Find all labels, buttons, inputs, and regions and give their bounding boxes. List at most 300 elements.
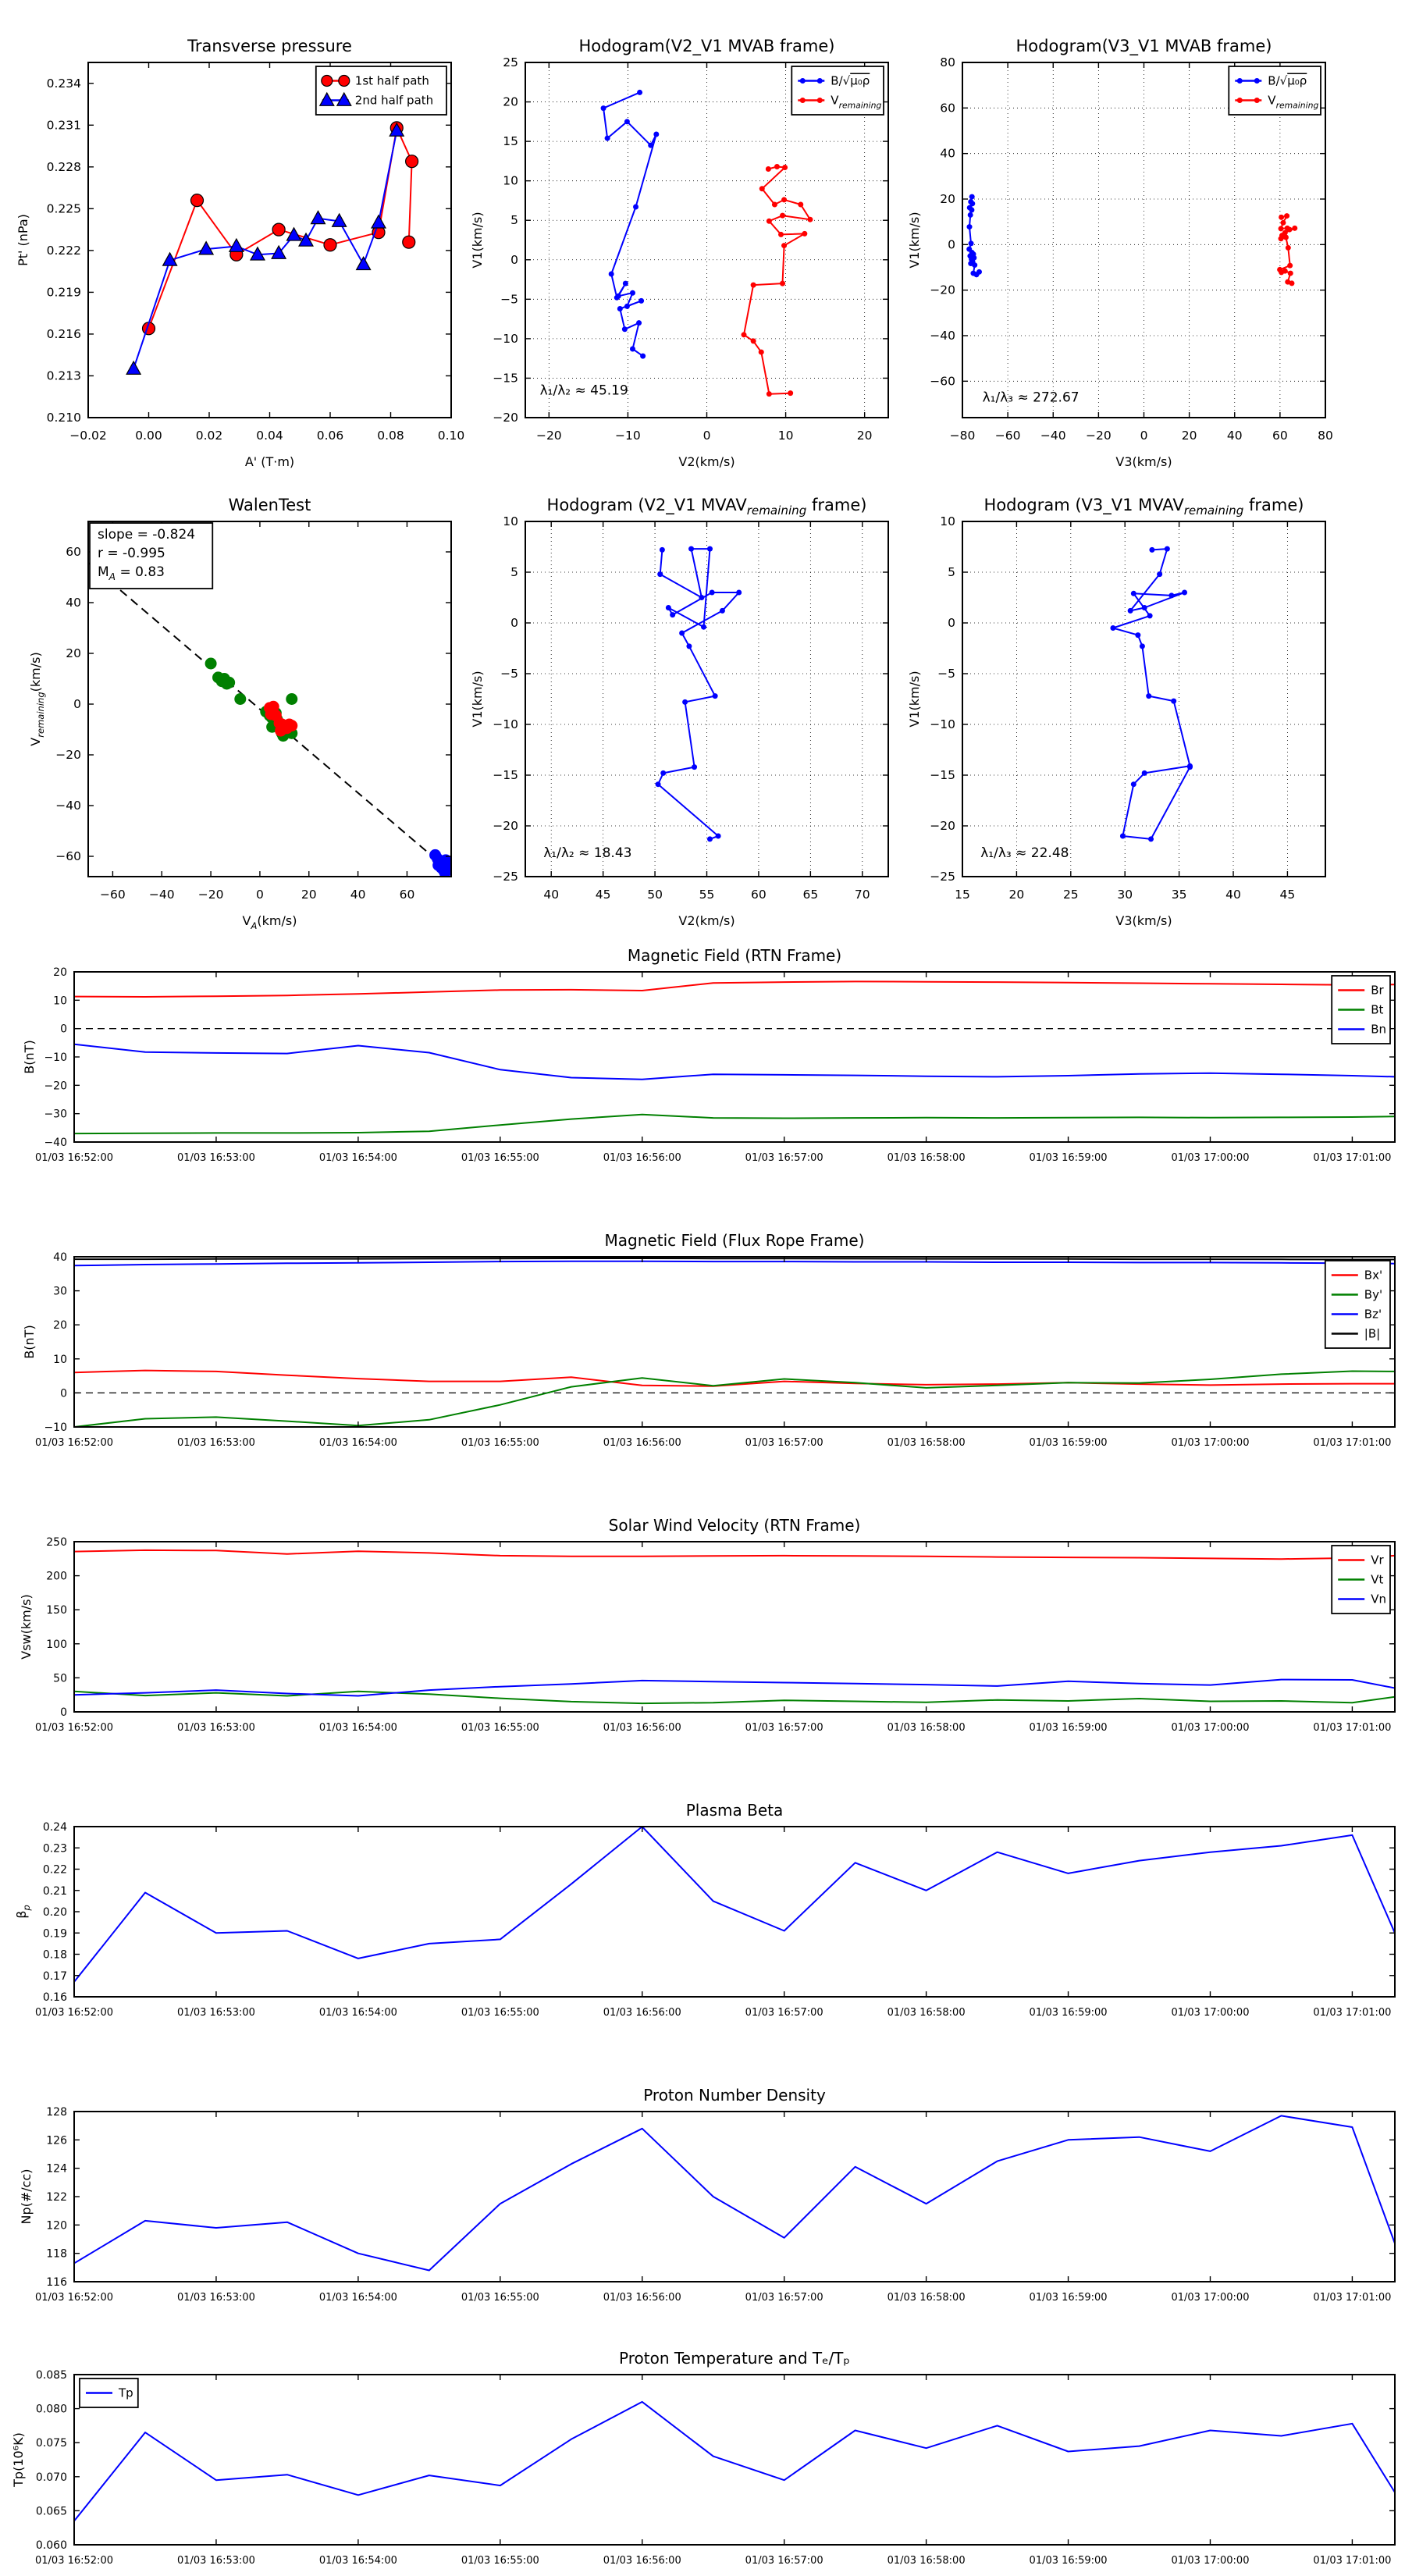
- circle-marker: [191, 194, 204, 207]
- x-tick-label: 60: [1272, 429, 1288, 443]
- dot-marker: [782, 165, 788, 170]
- legend: [1325, 1261, 1390, 1348]
- y-tick-label: 5: [510, 565, 518, 579]
- series-bn: [74, 1044, 1395, 1080]
- y-tick-label: −20: [930, 819, 955, 833]
- dot-marker: [817, 98, 823, 103]
- plot-title: Solar Wind Velocity (RTN Frame): [608, 1516, 861, 1535]
- chart-b-flux-rope: [22, 1231, 1395, 1449]
- x-tick-label: 01/03 16:54:00: [318, 2292, 397, 2304]
- y-tick-label: −15: [493, 768, 518, 782]
- y-axis-label: Tp(10⁶K): [11, 2432, 26, 2487]
- dot-marker: [967, 224, 973, 229]
- x-tick-label: 01/03 16:54:00: [318, 1722, 397, 1734]
- x-tick-label: 01/03 16:57:00: [745, 1437, 823, 1449]
- y-tick-label: 0.085: [35, 2369, 67, 2382]
- circle-marker: [322, 76, 333, 87]
- series-v-remaining: [1277, 213, 1297, 286]
- plot-title: Hodogram (V2_V1 $MVAV_{remaining}$ frame): [546, 496, 867, 518]
- legend-label: Bt: [1371, 1002, 1384, 1017]
- y-tick-label: 60: [940, 101, 955, 116]
- x-tick-label: 01/03 16:56:00: [603, 2555, 681, 2567]
- y-axis-label: $V_{remaining}(km/s)$: [28, 652, 46, 746]
- x-tick-label: 25: [1062, 888, 1079, 902]
- dot-marker: [780, 281, 785, 286]
- y-tick-label: 0: [73, 697, 81, 711]
- legend-label: 2nd half path: [354, 93, 434, 108]
- x-tick-label: 20: [301, 888, 317, 902]
- y-axis-label: $\beta_p$: [14, 1905, 32, 1919]
- legend-label: Bx': [1364, 1268, 1383, 1283]
- dot-marker: [1237, 78, 1243, 84]
- dot-marker: [1282, 269, 1288, 274]
- x-tick-label: 01/03 17:01:00: [1313, 1152, 1392, 1164]
- legend-label: Bz': [1364, 1307, 1382, 1322]
- y-tick-label: −5: [937, 667, 955, 681]
- x-axis-label: $V_A(km/s)$: [242, 913, 297, 931]
- series-np: [74, 2115, 1395, 2270]
- y-tick-label: −10: [930, 717, 955, 731]
- info-box-line: r = -0.995: [98, 546, 165, 561]
- x-tick-label: 01/03 17:00:00: [1171, 2555, 1250, 2567]
- dot-marker: [1147, 613, 1153, 618]
- x-tick-label: 01/03 16:59:00: [1029, 1437, 1108, 1449]
- chart-hodogram-v3v1-mvav: [907, 496, 1325, 928]
- x-tick-label: 01/03 17:00:00: [1171, 1152, 1250, 1164]
- x-tick-label: 0.00: [135, 429, 162, 443]
- x-tick-label: 01/03 17:00:00: [1171, 1437, 1250, 1449]
- y-tick-label: 20: [940, 192, 955, 206]
- y-tick-label: 0.225: [46, 201, 81, 216]
- y-tick-label: −10: [44, 1421, 67, 1434]
- dot-marker: [623, 281, 628, 286]
- axes-frame: [74, 1257, 1395, 1427]
- x-tick-label: 40: [543, 888, 560, 902]
- y-tick-label: −5: [500, 667, 518, 681]
- chart-proton-density: [19, 2086, 1395, 2304]
- x-tick-label: 01/03 16:54:00: [318, 1152, 397, 1164]
- plot-title: Proton Temperature and Tₑ/Tₚ: [619, 2349, 850, 2368]
- plot-title: WalenTest: [228, 496, 311, 514]
- y-tick-label: 20: [53, 1319, 67, 1332]
- y-tick-label: 0.075: [35, 2437, 67, 2450]
- y-axis-label: Vsw(km/s): [19, 1594, 34, 1660]
- y-tick-label: 10: [940, 514, 955, 528]
- x-tick-label: 01/03 16:52:00: [35, 2292, 113, 2304]
- dot-marker: [1279, 215, 1284, 220]
- triangle-marker: [357, 257, 371, 269]
- legend-label: Vt: [1371, 1572, 1384, 1587]
- dot-marker: [1135, 632, 1140, 638]
- x-tick-label: 20: [1008, 888, 1025, 902]
- dot-marker: [759, 186, 765, 191]
- series-walen-blue: [429, 849, 452, 879]
- dot-marker: [800, 78, 806, 84]
- y-tick-label: 250: [46, 1536, 67, 1549]
- y-tick-label: 118: [46, 2247, 67, 2261]
- x-tick-label: 01/03 16:58:00: [887, 1722, 966, 1734]
- y-tick-label: 20: [503, 94, 518, 109]
- dot-marker: [788, 390, 793, 396]
- x-tick-label: 01/03 16:56:00: [603, 1722, 681, 1734]
- y-tick-label: 5: [948, 565, 955, 579]
- x-tick-label: −10: [615, 429, 641, 443]
- axes-frame: [962, 521, 1325, 877]
- x-tick-label: 01/03 16:53:00: [176, 1722, 255, 1734]
- series-2nd-half-path: [126, 123, 404, 374]
- axes-frame: [525, 62, 888, 418]
- axes-frame: [525, 521, 888, 877]
- dot-marker: [969, 194, 975, 200]
- x-tick-label: −20: [197, 888, 224, 902]
- triangle-marker: [372, 215, 386, 228]
- series-b-magnitude: [74, 1258, 1395, 1260]
- x-tick-label: 01/03 16:58:00: [887, 2292, 966, 2304]
- series-v2-v1-path: [656, 546, 742, 842]
- dot-marker: [974, 272, 980, 277]
- dot-marker: [660, 547, 665, 553]
- y-tick-label: 126: [46, 2134, 67, 2147]
- dot-marker: [802, 231, 807, 237]
- x-tick-label: 01/03 17:01:00: [1313, 2555, 1392, 2567]
- dot-marker: [1254, 98, 1260, 103]
- dot-marker: [699, 595, 704, 600]
- x-tick-label: −0.02: [69, 429, 107, 443]
- dot-marker: [742, 332, 747, 337]
- dot-marker: [807, 217, 813, 222]
- triangle-marker: [287, 228, 301, 240]
- y-tick-label: −20: [55, 748, 81, 762]
- series-v-remaining: [742, 164, 813, 397]
- triangle-marker: [229, 239, 244, 251]
- triangle-marker: [311, 211, 325, 223]
- axes-frame: [74, 1542, 1395, 1712]
- dot-marker: [640, 354, 646, 359]
- dot-marker: [1128, 608, 1133, 614]
- x-tick-label: 01/03 16:52:00: [35, 1152, 113, 1164]
- dot-marker: [968, 212, 973, 218]
- y-tick-label: 20: [66, 646, 81, 660]
- y-tick-label: 0: [60, 1387, 67, 1400]
- dot-marker: [1280, 220, 1286, 226]
- dot-marker: [800, 98, 806, 103]
- dot-marker: [670, 612, 675, 617]
- dot-marker: [1140, 643, 1145, 649]
- x-tick-label: 80: [1318, 429, 1333, 443]
- dot-marker: [1284, 213, 1289, 219]
- dot-marker: [707, 836, 713, 841]
- dot-marker: [653, 132, 659, 137]
- y-tick-label: 0: [948, 237, 955, 252]
- dot-marker: [275, 725, 286, 737]
- plot-title: Hodogram(V2_V1 MVAB frame): [578, 37, 835, 55]
- dot-marker: [638, 298, 644, 304]
- x-tick-label: 01/03 16:55:00: [461, 1722, 539, 1734]
- x-tick-label: 55: [699, 888, 715, 902]
- x-tick-label: 01/03 16:52:00: [35, 2007, 113, 2019]
- y-axis-label: V1(km/s): [470, 212, 485, 269]
- dot-marker: [780, 213, 785, 219]
- y-tick-label: 150: [46, 1604, 67, 1617]
- x-tick-label: 01/03 16:59:00: [1029, 2007, 1108, 2019]
- series-b-over-sqrt-mu0-rho: [966, 194, 982, 278]
- x-tick-label: 40: [1225, 888, 1241, 902]
- y-tick-label: 0.065: [35, 2505, 67, 2518]
- dot-marker: [692, 764, 697, 770]
- plot-title: Hodogram (V3_V1 $MVAV_{remaining}$ frame): [984, 496, 1304, 518]
- x-axis-label: V2(km/s): [678, 913, 735, 928]
- y-tick-label: 0.231: [46, 118, 81, 133]
- dot-marker: [1168, 592, 1174, 598]
- y-tick-label: 40: [53, 1251, 67, 1264]
- series-beta-p: [74, 1827, 1395, 1982]
- y-tick-label: 116: [46, 2276, 67, 2289]
- x-tick-label: 01/03 16:58:00: [887, 2007, 966, 2019]
- x-tick-label: 01/03 16:55:00: [461, 1437, 539, 1449]
- dot-marker: [766, 166, 771, 172]
- x-tick-label: −60: [994, 429, 1021, 443]
- dot-marker: [751, 338, 756, 343]
- legend-label: B/√μ₀ρ: [831, 73, 870, 88]
- x-axis-label: V3(km/s): [1115, 454, 1172, 469]
- dot-marker: [1142, 605, 1147, 610]
- legend: [1332, 1546, 1390, 1614]
- x-tick-label: 01/03 16:52:00: [35, 2555, 113, 2567]
- dot-marker: [1254, 78, 1260, 84]
- x-tick-label: 20: [1181, 429, 1197, 443]
- dot-marker: [656, 781, 661, 787]
- dot-marker: [666, 605, 671, 610]
- y-tick-label: 40: [940, 146, 955, 161]
- dot-marker: [601, 105, 606, 111]
- y-tick-label: −60: [930, 374, 955, 389]
- x-tick-label: −80: [949, 429, 976, 443]
- y-tick-label: 0.216: [46, 326, 81, 341]
- chart-v-rtn: [19, 1516, 1395, 1734]
- y-tick-label: 10: [503, 514, 518, 528]
- dot-marker: [772, 202, 777, 208]
- x-tick-label: 01/03 16:52:00: [35, 1437, 113, 1449]
- x-tick-label: 20: [856, 429, 873, 443]
- info-box-line: $M_A = 0.83$: [98, 564, 165, 582]
- x-axis-label: V2(km/s): [678, 454, 735, 469]
- x-tick-label: 0.08: [377, 429, 404, 443]
- dot-marker: [707, 546, 713, 552]
- legend-label: 1st half path: [354, 73, 429, 88]
- y-tick-label: −20: [493, 411, 518, 425]
- dot-marker: [736, 590, 742, 596]
- x-tick-label: 01/03 17:01:00: [1313, 2292, 1392, 2304]
- series-bz-prime: [74, 1261, 1395, 1266]
- x-tick-label: 01/03 16:57:00: [745, 1722, 823, 1734]
- y-axis-label: V1(km/s): [470, 671, 485, 728]
- legend-label: Bn: [1371, 1022, 1387, 1037]
- circle-marker: [272, 223, 285, 236]
- dot-marker: [1289, 280, 1294, 286]
- dot-marker: [630, 290, 635, 296]
- dot-marker: [1131, 781, 1136, 787]
- dot-marker: [682, 699, 688, 705]
- x-tick-label: 01/03 16:57:00: [745, 2007, 823, 2019]
- x-tick-label: 01/03 16:53:00: [176, 1152, 255, 1164]
- y-tick-label: 0.219: [46, 285, 81, 300]
- dot-marker: [617, 306, 623, 311]
- y-tick-label: 50: [53, 1672, 67, 1685]
- y-tick-label: −10: [493, 717, 518, 731]
- y-tick-label: −40: [930, 329, 955, 343]
- x-tick-label: 60: [751, 888, 767, 902]
- x-tick-label: −40: [1040, 429, 1066, 443]
- y-axis-label: V1(km/s): [907, 671, 922, 728]
- axes-frame: [74, 2112, 1395, 2282]
- x-tick-label: −40: [148, 888, 175, 902]
- dot-marker: [1283, 235, 1289, 240]
- y-tick-label: 200: [46, 1570, 67, 1583]
- y-tick-label: 20: [53, 966, 67, 979]
- y-tick-label: 0.222: [46, 243, 81, 258]
- y-tick-label: 0: [510, 616, 518, 630]
- x-tick-label: 01/03 17:01:00: [1313, 2007, 1392, 2019]
- y-tick-label: 0.213: [46, 368, 81, 383]
- y-tick-label: −20: [930, 283, 955, 297]
- dot-marker: [1120, 834, 1126, 839]
- x-tick-label: 70: [854, 888, 870, 902]
- dot-marker: [657, 571, 663, 577]
- chart-hodogram-v3v1-mvab: [907, 37, 1333, 469]
- y-tick-label: −10: [44, 1051, 67, 1064]
- x-tick-label: 0.02: [195, 429, 223, 443]
- dot-marker: [1131, 591, 1136, 596]
- x-tick-label: 01/03 16:55:00: [461, 2555, 539, 2567]
- y-tick-label: −40: [55, 799, 81, 813]
- x-tick-label: 01/03 16:59:00: [1029, 1152, 1108, 1164]
- y-tick-label: 0.17: [42, 1969, 67, 1983]
- dot-marker: [1171, 699, 1176, 704]
- x-axis-label: A' (T·m): [244, 454, 295, 469]
- x-tick-label: −20: [1086, 429, 1112, 443]
- x-tick-label: 01/03 16:54:00: [318, 2007, 397, 2019]
- axes-frame: [74, 2375, 1395, 2545]
- legend-label: Br: [1371, 983, 1384, 998]
- x-tick-label: 01/03 16:55:00: [461, 2007, 539, 2019]
- dot-marker: [969, 240, 974, 246]
- y-axis-label: B(nT): [22, 1325, 37, 1359]
- y-tick-label: 0.16: [42, 1991, 67, 2004]
- y-axis-label: Np(#/cc): [19, 2169, 34, 2225]
- y-tick-label: 0.080: [35, 2403, 67, 2416]
- dot-marker: [633, 205, 638, 210]
- dot-marker: [1237, 98, 1243, 103]
- y-tick-label: 0: [60, 1023, 67, 1036]
- dot-marker: [1149, 547, 1154, 553]
- legend: [80, 2379, 138, 2407]
- dot-marker: [781, 197, 787, 202]
- series-b-over-sqrt-mu0-rho: [601, 90, 660, 359]
- y-tick-label: 0.234: [46, 76, 81, 91]
- dot-marker: [286, 693, 297, 705]
- dot-marker: [972, 262, 977, 268]
- dot-marker: [616, 294, 621, 299]
- dot-marker: [1157, 571, 1162, 577]
- x-tick-label: 01/03 16:58:00: [887, 1152, 966, 1164]
- series-tp: [74, 2402, 1395, 2521]
- x-tick-label: 45: [1279, 888, 1296, 902]
- dot-marker: [710, 590, 715, 596]
- y-tick-label: −30: [44, 1108, 67, 1121]
- circle-marker: [324, 239, 336, 251]
- dot-marker: [716, 834, 721, 839]
- axes-frame: [74, 1827, 1395, 1997]
- x-tick-label: 0.04: [256, 429, 283, 443]
- dot-marker: [624, 119, 630, 124]
- y-tick-label: −60: [55, 849, 81, 863]
- dot-marker: [713, 693, 718, 699]
- x-tick-label: 40: [350, 888, 366, 902]
- y-tick-label: 0.060: [35, 2539, 67, 2552]
- dot-marker: [774, 164, 780, 169]
- y-tick-label: 124: [46, 2162, 67, 2176]
- x-tick-label: 01/03 16:58:00: [887, 2555, 966, 2567]
- dot-marker: [969, 208, 974, 213]
- legend-label: B/√μ₀ρ: [1268, 73, 1307, 88]
- dot-marker: [686, 643, 692, 649]
- x-tick-label: 60: [399, 888, 415, 902]
- x-tick-label: 01/03 17:01:00: [1313, 1722, 1392, 1734]
- x-tick-label: 0: [255, 888, 264, 902]
- legend: [316, 66, 446, 115]
- y-tick-label: 80: [940, 55, 955, 69]
- x-tick-label: 01/03 17:00:00: [1171, 2007, 1250, 2019]
- dot-marker: [679, 631, 685, 636]
- dot-marker: [759, 350, 764, 355]
- y-tick-label: 128: [46, 2106, 67, 2119]
- x-tick-label: 01/03 16:57:00: [745, 1152, 823, 1164]
- x-tick-label: 30: [1117, 888, 1133, 902]
- y-tick-label: 0.20: [42, 1906, 67, 1919]
- y-axis-label: Pt' (nPa): [16, 214, 30, 266]
- legend-label: $V_{remaining}$: [831, 93, 882, 111]
- x-tick-label: 10: [777, 429, 794, 443]
- dot-marker: [1287, 263, 1293, 269]
- dot-marker: [767, 391, 772, 397]
- y-tick-label: −40: [44, 1137, 67, 1149]
- dot-marker: [778, 232, 784, 237]
- eigenvalue-ratio-annotation: λ₁/λ₂ ≈ 18.43: [543, 845, 632, 861]
- y-tick-label: 100: [46, 1638, 67, 1651]
- x-tick-label: 01/03 16:53:00: [176, 2007, 255, 2019]
- series-v3-v1-path: [1110, 546, 1193, 842]
- info-box: [90, 523, 212, 589]
- circle-marker: [403, 236, 415, 248]
- dot-marker: [720, 608, 725, 614]
- y-tick-label: 0.21: [42, 1884, 67, 1898]
- dot-marker: [205, 658, 217, 670]
- legend-label: |B|: [1364, 1326, 1381, 1341]
- circle-marker: [339, 76, 350, 87]
- y-tick-label: 30: [53, 1285, 67, 1298]
- y-tick-label: 10: [53, 1353, 67, 1366]
- dot-marker: [1148, 836, 1154, 841]
- dot-marker: [798, 202, 803, 208]
- dot-marker: [636, 320, 642, 326]
- y-tick-label: 0: [60, 1706, 67, 1719]
- y-tick-label: 0.070: [35, 2471, 67, 2484]
- x-tick-label: 01/03 17:00:00: [1171, 2292, 1250, 2304]
- y-tick-label: −5: [500, 292, 518, 307]
- y-tick-label: 40: [66, 596, 81, 610]
- dot-marker: [1279, 226, 1284, 231]
- dot-marker: [624, 304, 630, 309]
